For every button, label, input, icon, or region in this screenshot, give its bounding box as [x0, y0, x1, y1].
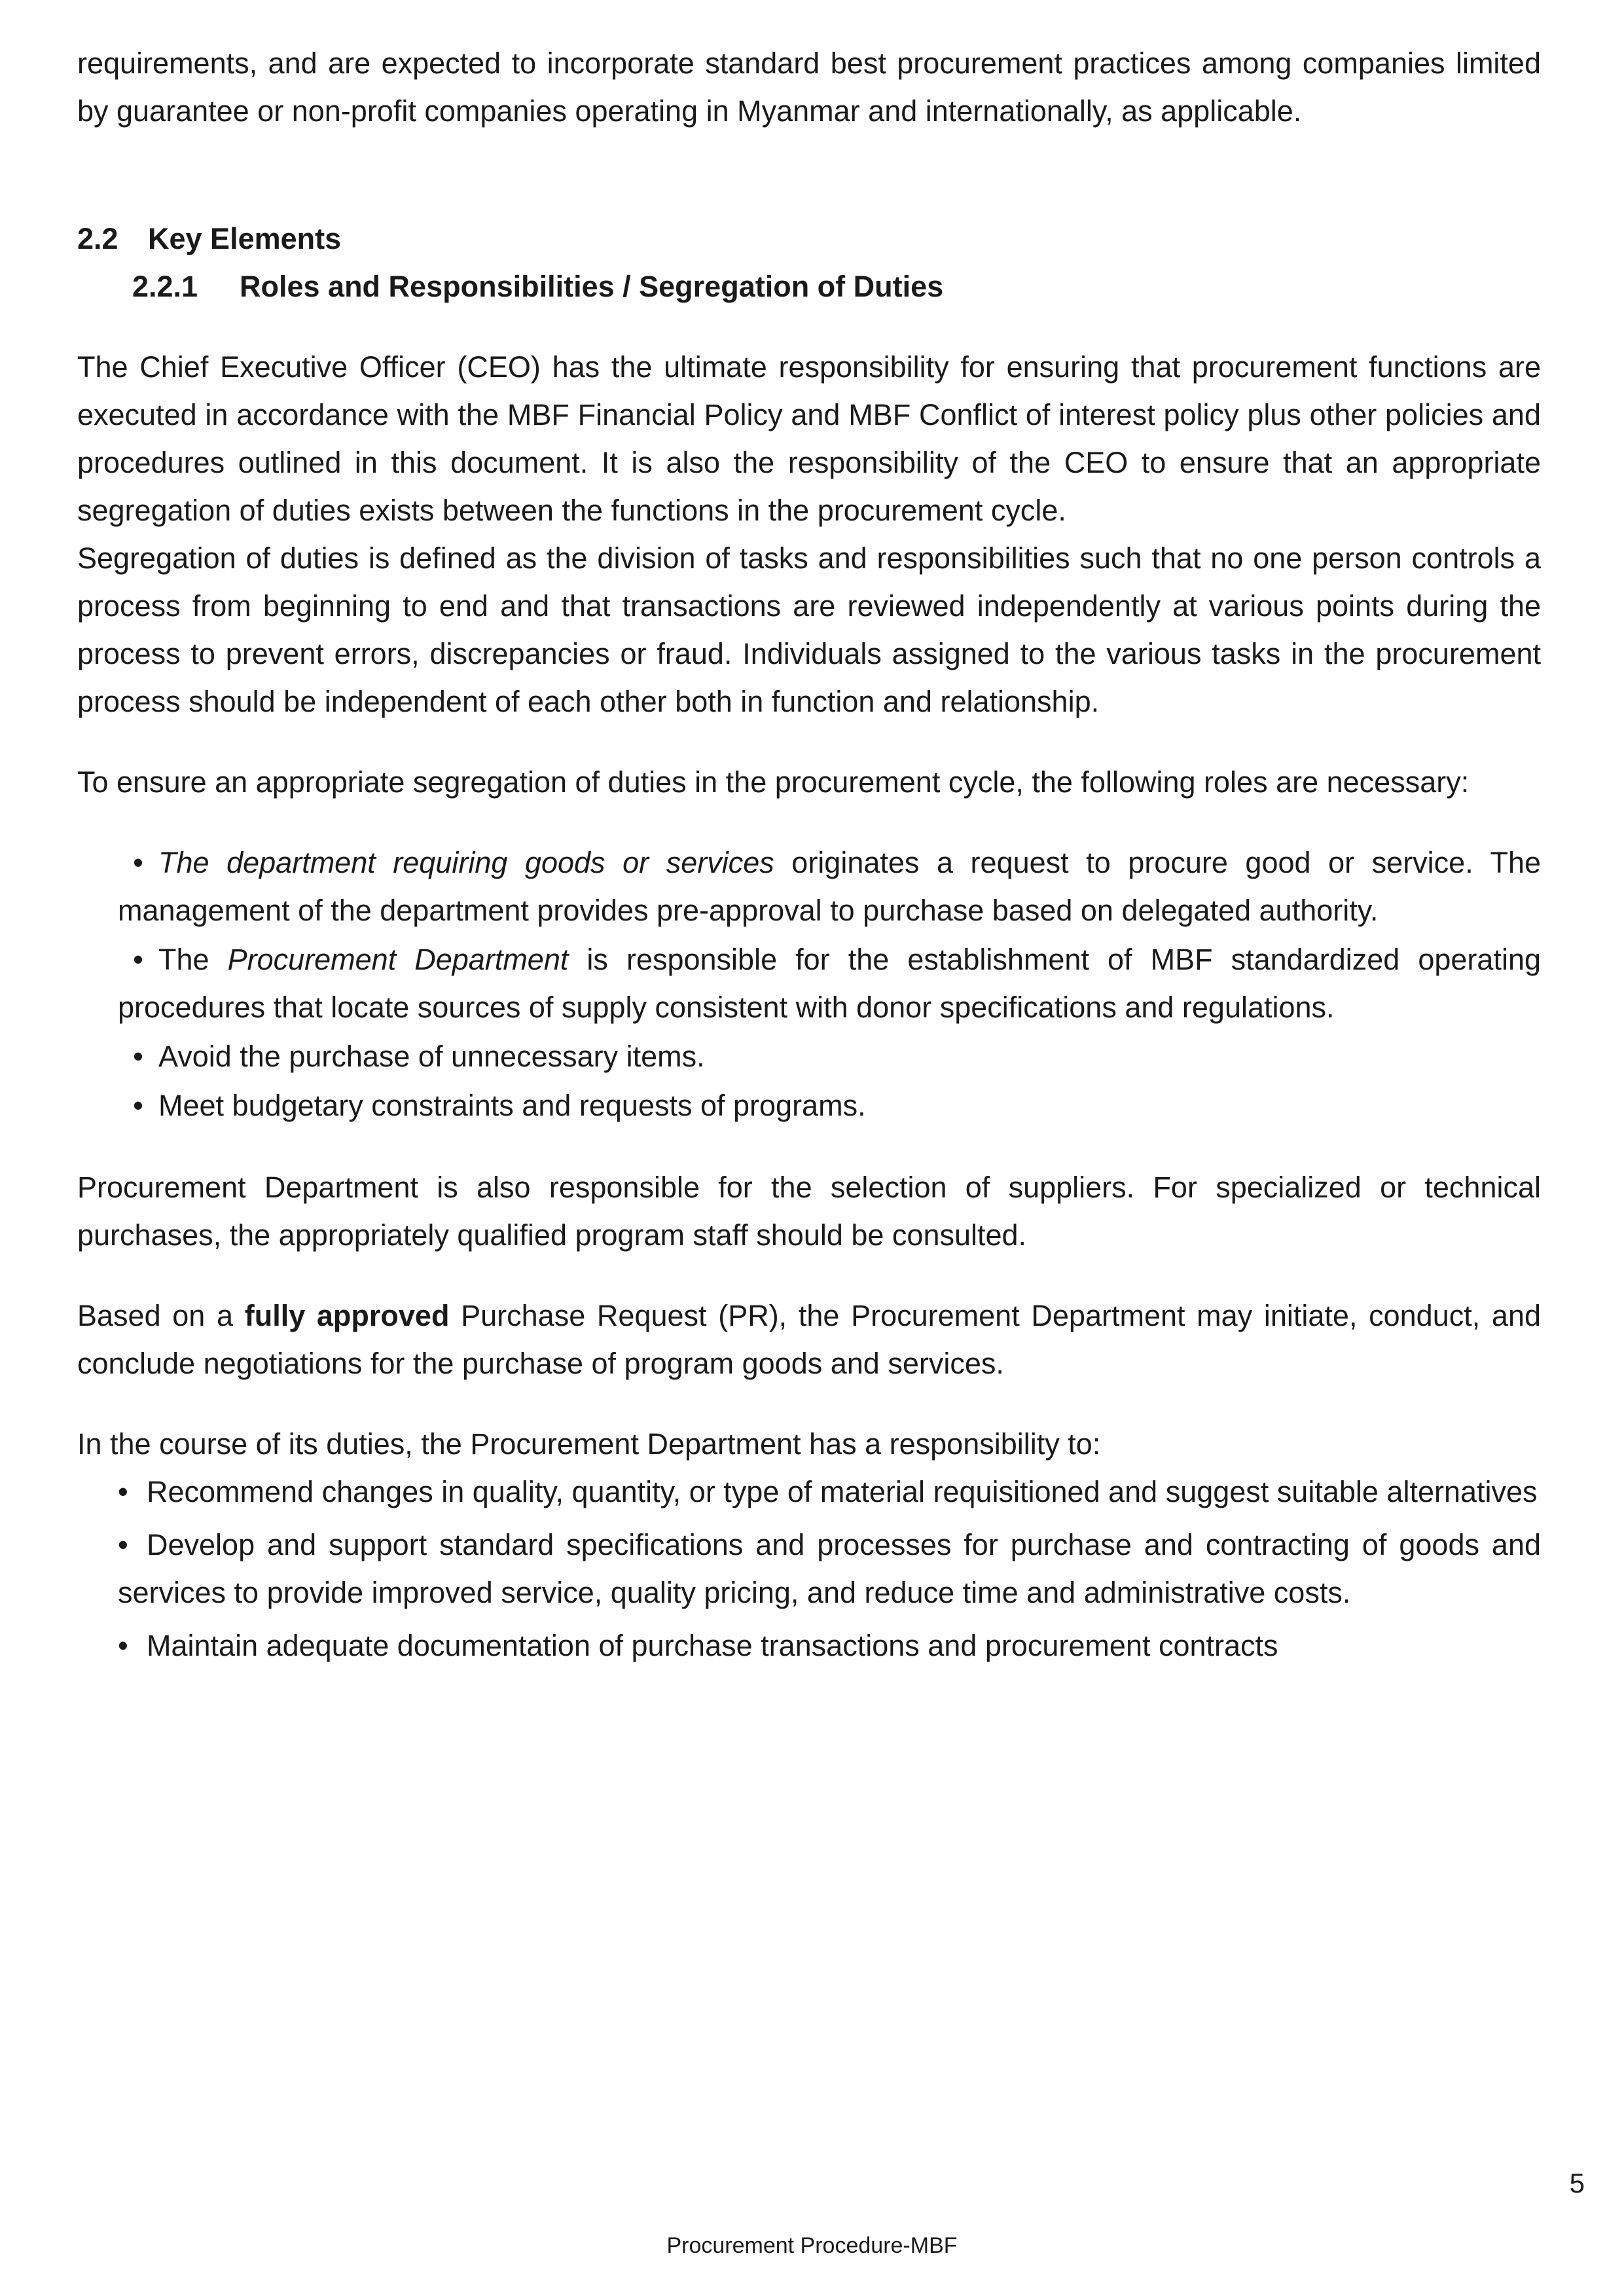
document-page: [77, 39, 1541, 1675]
list-item: • Meet budgetary constraints and requests of programs.: [118, 1082, 1541, 1129]
list-item: • The Procurement Department is responsible for the establishment of MBF standardized operating procedures that locate sources of supply consistent with donor specifications and regulations.: [118, 936, 1541, 1031]
bullet-icon: •: [118, 1629, 128, 1662]
section-heading: [77, 215, 1541, 263]
page-number: 5: [1569, 2168, 1585, 2198]
role-emphasis: The department requiring goods or services: [158, 846, 774, 879]
ceo-paragraph: The Chief Executive Officer (CEO) has the ultimate responsibility for ensuring that procurement functions are executed in accordance with the MBF Financial Policy and MBF Conflict of interest policy plus other policies and procedures outlined in this document. It is also the responsibility of the CEO to ensure that an appropriate segregation of duties exists between the functions in the procurement cycle.: [77, 350, 1541, 527]
duties-intro-paragraph: In the course of its duties, the Procurement Department has a responsibility to:: [77, 1427, 1101, 1461]
spacer: [77, 725, 1541, 758]
bullet-icon: •: [133, 943, 143, 976]
bullet-icon: •: [133, 846, 143, 879]
duties-list: [77, 1468, 1541, 1669]
spacer: [77, 310, 1541, 343]
list-item: • Avoid the purchase of unnecessary items.: [118, 1032, 1541, 1080]
section-title: Key Elements: [148, 222, 342, 255]
subsection-number: 2.2.1: [132, 270, 198, 303]
spacer: [77, 1387, 1541, 1420]
list-item: • Develop and support standard specifications and processes for purchase and contracting of goods and services to provide improved service, quality pricing, and reduce time and administrative costs.: [118, 1521, 1541, 1616]
subsection-title: Roles and Responsibilities / Segregation of Duties: [240, 270, 944, 303]
roles-intro-paragraph: To ensure an appropriate segregation of duties in the procurement cycle, the following roles are necessary:: [77, 765, 1470, 799]
spacer: [77, 1259, 1541, 1292]
pr-emphasis: fully approved: [244, 1299, 450, 1332]
role-emphasis: Procurement Department: [227, 943, 569, 976]
spacer: [77, 1131, 1541, 1163]
roles-list: [77, 839, 1541, 1129]
list-item: • Maintain adequate documentation of purchase transactions and procurement contracts: [118, 1622, 1541, 1669]
section-number: 2.2: [77, 222, 118, 255]
pr-paragraph: Based on a fully approved Purchase Request (PR), the Procurement Department may initiate, conduct, and conclude negotiations for the purchase of program goods and services.: [77, 1299, 1541, 1380]
bullet-icon: •: [133, 1040, 143, 1073]
bullet-icon: •: [118, 1475, 128, 1508]
bullet-icon: •: [133, 1089, 143, 1122]
selection-paragraph: Procurement Department is also responsible for the selection of suppliers. For specialized or technical purchases, the appropriately qualified program staff should be consulted.: [77, 1171, 1541, 1252]
page-footer: Procurement Procedure-MBF: [666, 2233, 958, 2258]
intro-paragraph: requirements, and are expected to incorporate standard best procurement practices among companies limited by guarantee or non-profit companies operating in Myanmar and internationally, as applicable.: [77, 46, 1541, 128]
segregation-paragraph: Segregation of duties is defined as the division of tasks and responsibilities such that no one person controls a process from beginning to end and that transactions are reviewed independently at various points during the process to prevent errors, discrepancies or fraud. Individuals assigned to the various tasks in the procurement process should be independent of each other both in function and relationship.: [77, 541, 1541, 718]
spacer: [77, 806, 1541, 839]
list-item: • The department requiring goods or services originates a request to procure good or service. The management of the department provides pre-approval to purchase based on delegated authority.: [118, 839, 1541, 934]
bullet-icon: •: [118, 1528, 128, 1561]
list-item: • Recommend changes in quality, quantity, or type of material requisitioned and suggest suitable alternatives: [118, 1468, 1541, 1516]
spacer: [77, 135, 1541, 215]
subsection-heading: [132, 263, 1541, 310]
